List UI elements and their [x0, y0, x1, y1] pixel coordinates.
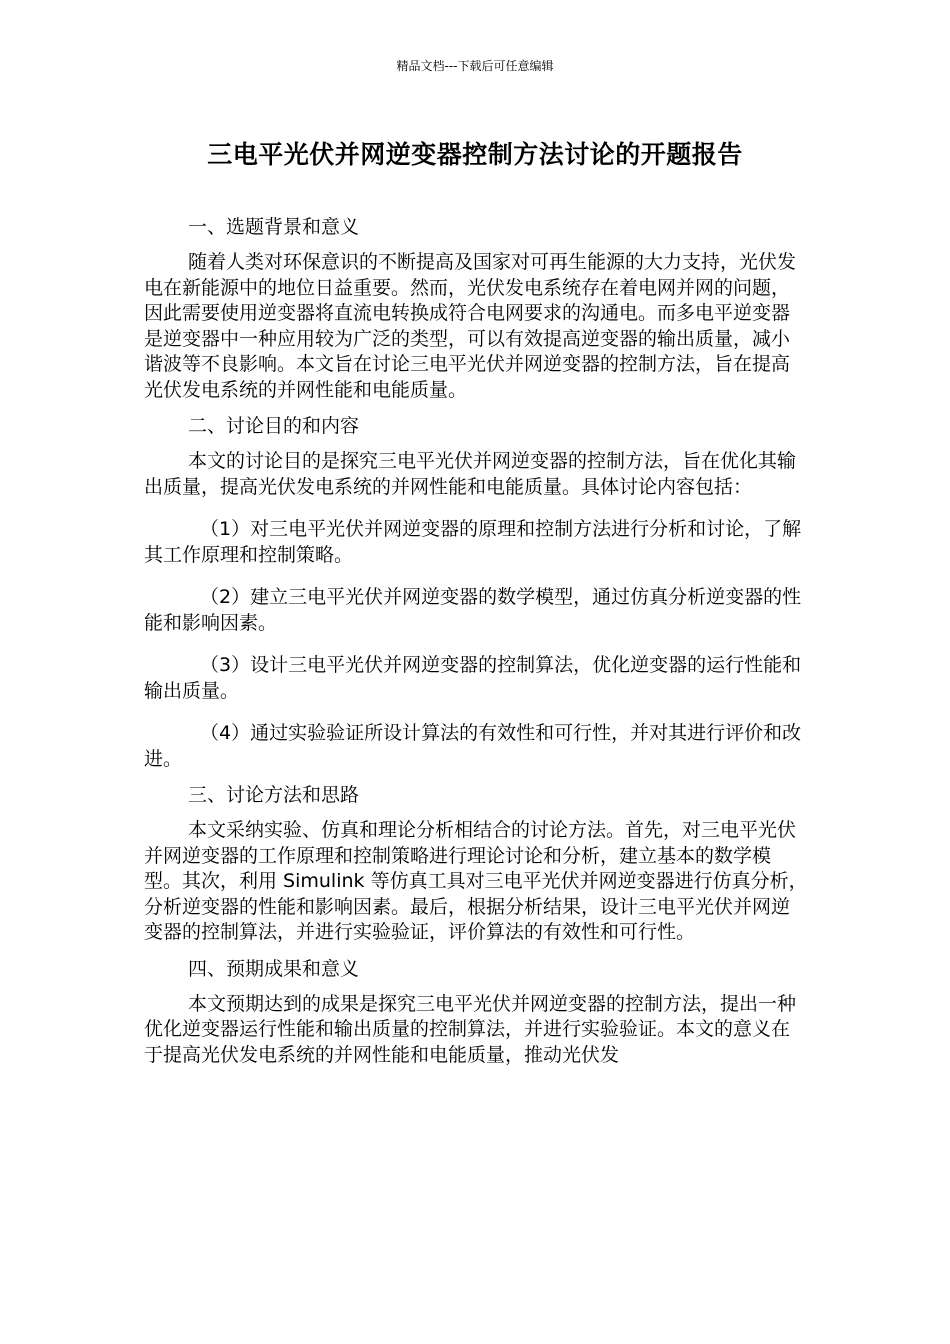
document-body — [144, 212, 808, 1068]
list-item: （2）建立三电平光伏并网逆变器的数学模型，通过仿真分析逆变器的性能和影响因素。 — [144, 586, 802, 634]
list-item: （1）对三电平光伏并网逆变器的原理和控制方法进行分析和讨论，了解其工作原理和控制策略。 — [144, 518, 802, 566]
section-heading-background: 一、选题背景和意义 — [188, 216, 360, 238]
section-paragraph-background: 随着人类对环保意识的不断提高及国家对可再生能源的大力支持，光伏发电在新能源中的地位日益重要。然而，光伏发电系统存在着电网并网的问题，因此需要使用逆变器将直流电转换成符合电网要求的沟通电。而多电平逆变器是逆变器中一种应用较为广泛的类型，可以有效提高逆变器的输出质量，减小谐波等不良影响。本文旨在讨论三电平光伏并网逆变器的控制方法，旨在提高光伏发电系统的并网性能和电能质量。 — [144, 251, 797, 401]
section-heading-outcomes: 四、预期成果和意义 — [188, 957, 360, 980]
header-note: 精品文档---下载后可任意编辑 — [396, 59, 554, 73]
list-item: （3）设计三电平光伏并网逆变器的控制算法，优化逆变器的运行性能和输出质量。 — [144, 654, 802, 702]
section-paragraph-outcomes: 本文预期达到的成果是探究三电平光伏并网逆变器的控制方法，提出一种优化逆变器运行性能和输出质量的控制算法，并进行实验验证。本文的意义在于提高光伏发电系统的并网性能和电能质量，推动光伏发 — [144, 992, 797, 1066]
document-title: 三电平光伏并网逆变器控制方法讨论的开题报告 — [207, 140, 743, 169]
section-heading-objectives: 二、讨论目的和内容 — [188, 415, 360, 437]
list-item: （4）通过实验验证所设计算法的有效性和可行性，并对其进行评价和改进。 — [144, 722, 802, 770]
section-paragraph-objectives: 本文的讨论目的是探究三电平光伏并网逆变器的控制方法，旨在优化其输出质量，提高光伏发电系统的并网性能和电能质量。具体讨论内容包括： — [144, 450, 797, 498]
section-heading-methods: 三、讨论方法和思路 — [188, 784, 360, 806]
section-paragraph-methods: 本文采纳实验、仿真和理论分析相结合的讨论方法。首先，对三电平光伏并网逆变器的工作原理和控制策略进行理论讨论和分析，建立基本的数学模型。其次，利用 Simulink 等仿真工具对三电平光伏并网逆变器进行仿真分析，分析逆变器的性能和影响因素。最后，根据分析结果，设计三电平光伏并网逆变器的控制算法，并进行实验验证，评价算法的有效性和可行性。 — [144, 819, 808, 943]
